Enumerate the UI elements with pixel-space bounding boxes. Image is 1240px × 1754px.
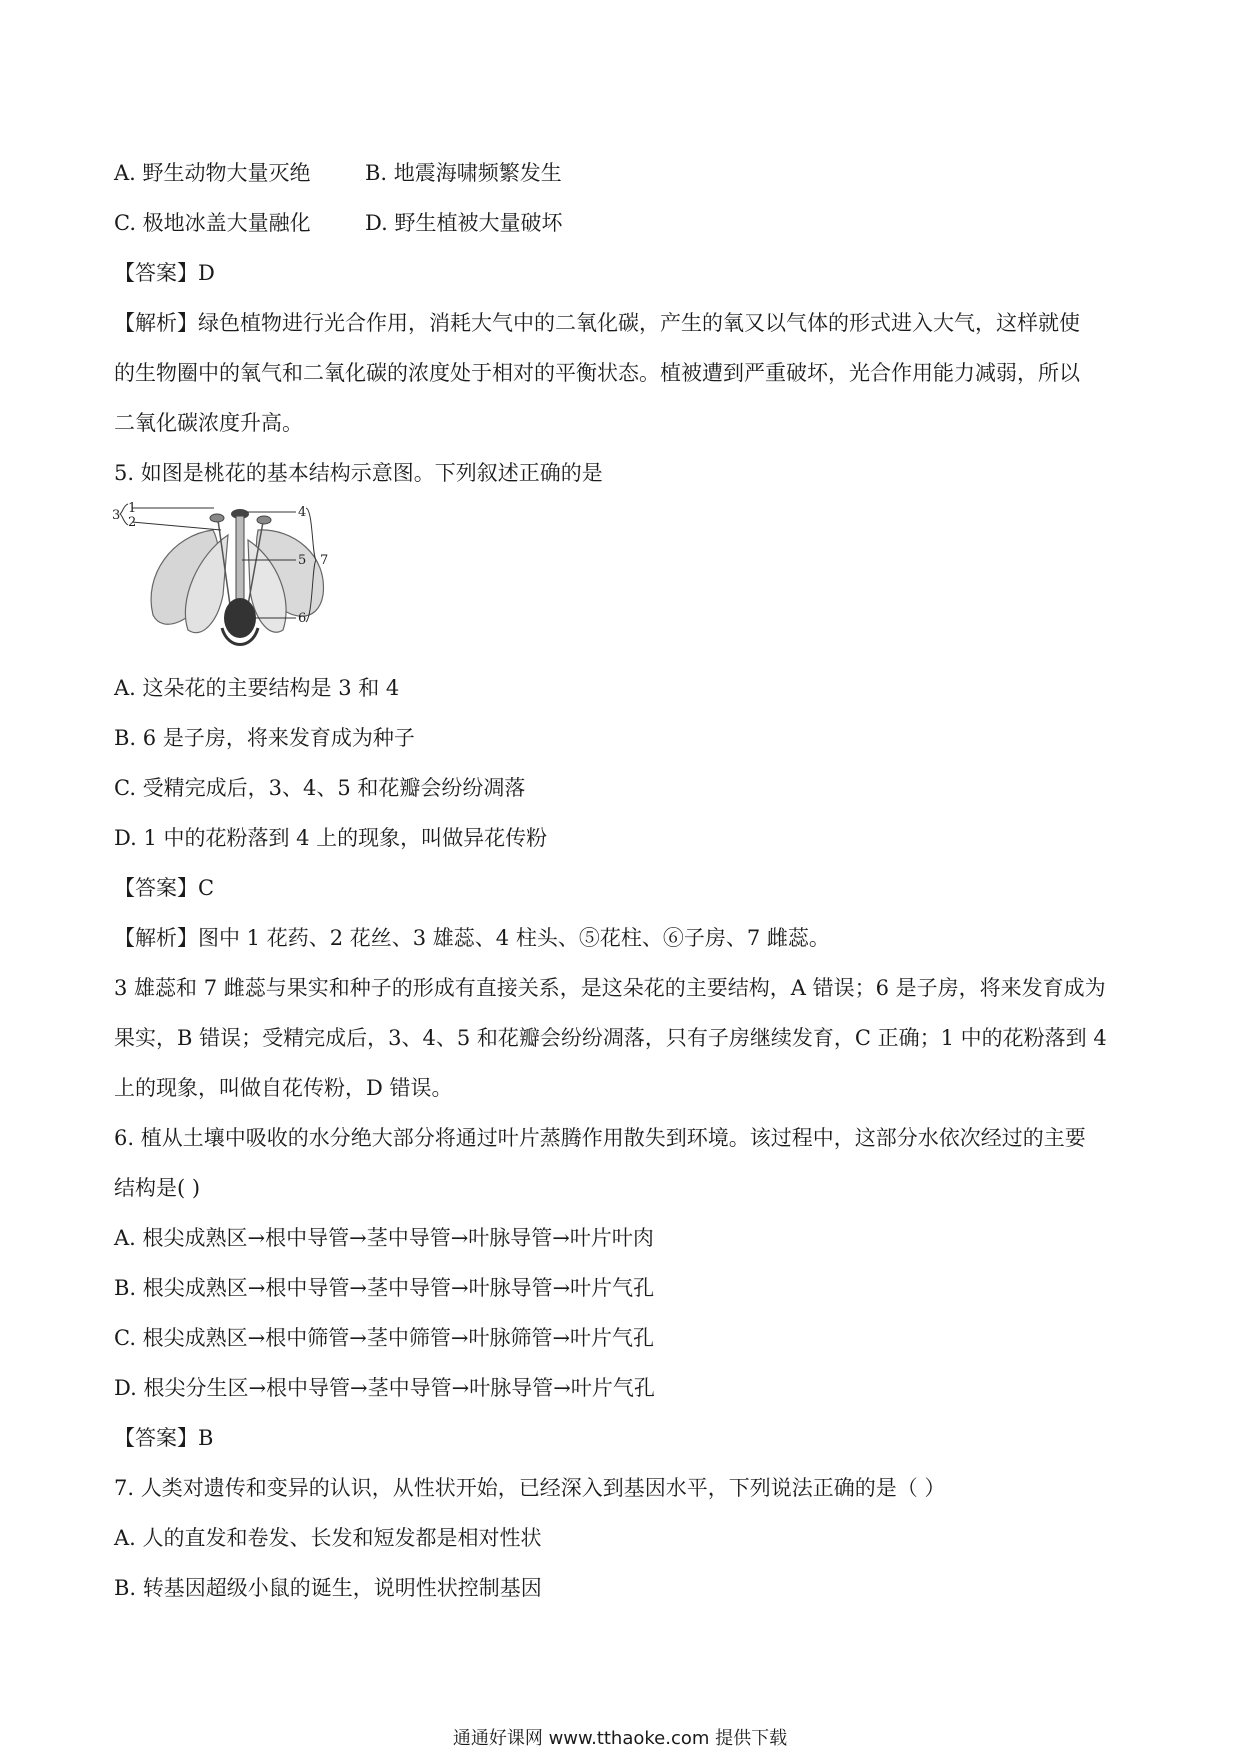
q5-analysis-line-1: 【解析】图中 1 花药、2 花丝、3 雄蕊、4 柱头、⑤花柱、⑥子房、7 雌蕊。 — [114, 926, 830, 950]
stamen-anther-right — [257, 516, 271, 524]
q7-option-a: A. 人的直发和卷发、长发和短发都是相对性状 — [114, 1526, 542, 1550]
q6-answer: 【答案】B — [114, 1426, 214, 1450]
page-footer: 通通好课网 www.tthaoke.com 提供下载 — [452, 1728, 788, 1749]
q5-analysis-line-4: 上的现象，叫做自花传粉，D 错误。 — [114, 1076, 453, 1100]
q4-option-c: C. 极地冰盖大量融化 — [114, 211, 311, 235]
label-1: 1 — [128, 501, 137, 516]
bracket-3 — [120, 504, 128, 525]
q5-analysis-line-3: 果实，B 错误；受精完成后，3、4、5 和花瓣会纷纷凋落，只有子房继续发育，C 正确；1 中的花粉落到 4 — [114, 1026, 1107, 1050]
q4-option-d: D. 野生植被大量破坏 — [365, 211, 563, 235]
q7-stem: 7. 人类对遗传和变异的认识，从性状开始，已经深入到基因水平，下列说法正确的是（ ） — [114, 1476, 946, 1500]
q4-analysis-line-1: 【解析】绿色植物进行光合作用，消耗大气中的二氧化碳，产生的氧又以气体的形式进入大气，这样就使 — [114, 311, 1080, 335]
label-5: 5 — [298, 553, 307, 568]
q5-option-c: C. 受精完成后，3、4、5 和花瓣会纷纷凋落 — [114, 776, 526, 800]
q6-option-b: B. 根尖成熟区→根中导管→茎中导管→叶脉导管→叶片气孔 — [114, 1276, 655, 1300]
q6-stem-line-1: 6. 植从土壤中吸收的水分绝大部分将通过叶片蒸腾作用散失到环境。该过程中，这部分水依次经过的主要 — [114, 1126, 1086, 1150]
q4-analysis-line-3: 二氧化碳浓度升高。 — [114, 411, 303, 435]
q5-option-a: A. 这朵花的主要结构是 3 和 4 — [114, 676, 400, 700]
label-7: 7 — [320, 553, 329, 568]
q5-answer: 【答案】C — [114, 876, 215, 900]
label-4: 4 — [298, 505, 307, 520]
q6-option-a: A. 根尖成熟区→根中导管→茎中导管→叶脉导管→叶片叶肉 — [114, 1226, 654, 1250]
q5-option-b: B. 6 是子房，将来发育成为种子 — [114, 726, 415, 750]
q5-analysis-line-2: 3 雄蕊和 7 雌蕊与果实和种子的形成有直接关系，是这朵花的主要结构，A 错误；6 是子房，将来发育成为 — [114, 976, 1106, 1000]
q7-option-b: B. 转基因超级小鼠的诞生，说明性状控制基因 — [114, 1576, 542, 1600]
q6-stem-line-2: 结构是( ) — [114, 1176, 201, 1200]
pistil-ovary — [224, 598, 256, 638]
peach-flower-diagram — [112, 500, 378, 650]
label-6: 6 — [298, 611, 307, 626]
q6-option-c: C. 根尖成熟区→根中筛管→茎中筛管→叶脉筛管→叶片气孔 — [114, 1326, 655, 1350]
q6-option-d: D. 根尖分生区→根中导管→茎中导管→叶脉导管→叶片气孔 — [114, 1376, 655, 1400]
q4-option-b: B. 地震海啸频繁发生 — [365, 161, 562, 185]
leader-line-2 — [132, 522, 221, 530]
q4-analysis-line-2: 的生物圈中的氧气和二氧化碳的浓度处于相对的平衡状态。植被遭到严重破坏，光合作用能力减弱，所以 — [114, 361, 1080, 385]
pistil-style — [236, 516, 244, 608]
q5-option-d: D. 1 中的花粉落到 4 上的现象，叫做异花传粉 — [114, 826, 548, 850]
q4-option-a: A. 野生动物大量灭绝 — [114, 161, 311, 185]
label-3: 3 — [112, 508, 121, 523]
q4-answer: 【答案】D — [114, 261, 215, 285]
q5-stem: 5. 如图是桃花的基本结构示意图。下列叙述正确的是 — [114, 461, 603, 485]
label-2: 2 — [128, 515, 137, 530]
stamen-anther-left — [210, 514, 224, 522]
